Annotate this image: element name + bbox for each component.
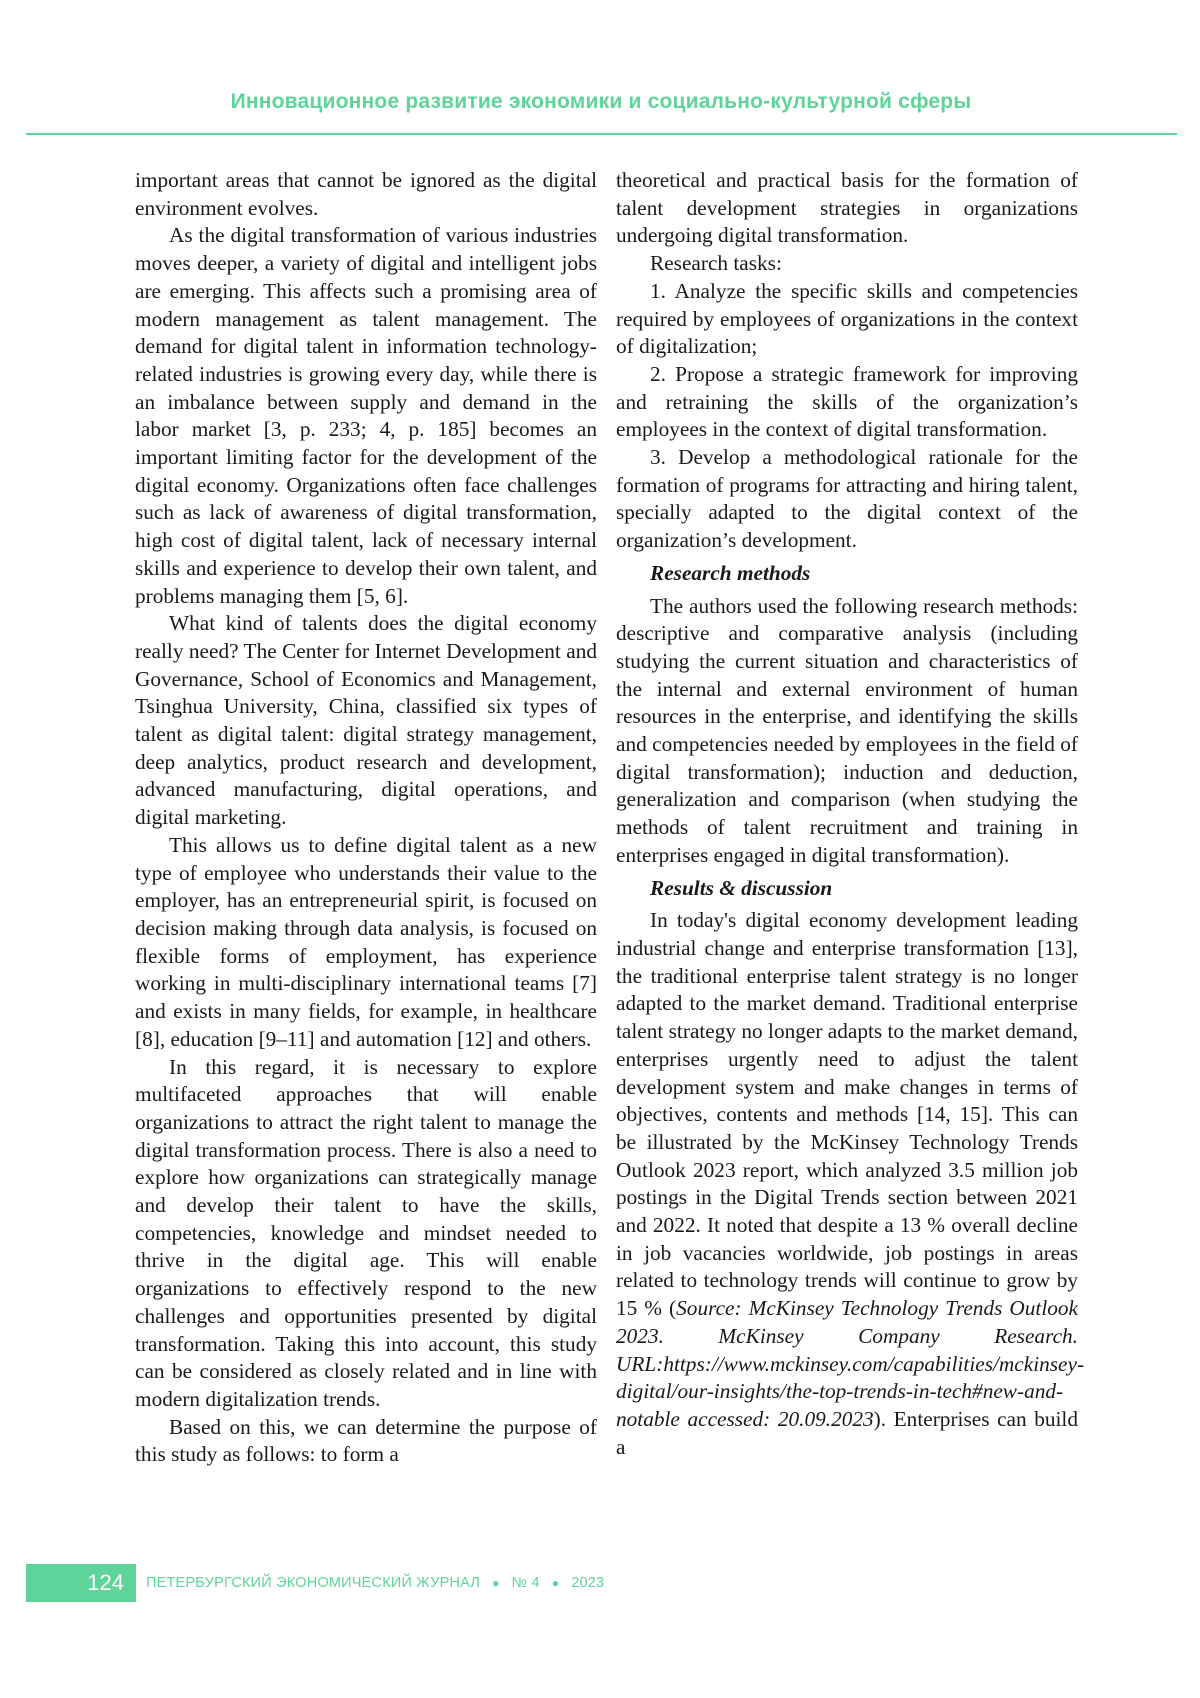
paragraph: theoretical and practical basis for the formation of talent development strategies in organizations undergoing digital transformation. [616, 168, 1078, 248]
section-heading-methods: Research methods [650, 560, 811, 585]
running-head: Инновационное развитие экономики и социально-культурной сферы [230, 90, 972, 113]
paragraph: What kind of talents does the digital economy really need? The Center for Internet Development and Governance, School of Economics and Management, Tsinghua University, China, classified six types of talent as digital talent: digital strategy management, deep analytics, product research and development, advanced manufacturing, digital operations, and digital marketing. [135, 611, 597, 830]
left-column [135, 167, 597, 1469]
issue-number: № 4 [511, 1575, 540, 1591]
paragraph [616, 907, 1085, 1461]
paragraph-text: In today's digital economy development leading industrial change and enterprise transformation [13], the traditional enterprise talent strategy is no longer adapted to the market demand. Traditional enterprise talent strategy no longer adapts to the market demand, enterprises urgently need to adjust the talent development system and make changes in terms of objectives, contents and methods [14, 15]. This can be illustrated by the McKinsey Technology Trends Outlook 2023 report, which analyzed 3.5 million job postings in the Digital Trends section between 2021 and 2022. It noted that despite a 13 % overall decline in job vacancies worldwide, job postings in areas related to technology trends will continue to grow by 15 % ( [616, 908, 1078, 1321]
page-number: 124 [26, 1564, 136, 1602]
paragraph-text: ). Enterprises can build a [616, 1406, 1078, 1459]
paragraph: important areas that cannot be ignored as the digital environment evolves. [135, 168, 597, 220]
paragraph: Based on this, we can determine the purpose of this study as follows: to form a [135, 1414, 597, 1467]
paragraph: The authors used the following research methods: descriptive and comparative analysis (including studying the current situation and characteristics of the internal and external environment of human resources in the enterprise, and identifying the skills and competencies needed by employees in the field of digital transformation); induction and deduction, generalization and comparison (when studying the methods of talent recruitment and training in enterprises engaged in digital transformation). [616, 593, 1078, 867]
section-heading-results: Results & discussion [650, 875, 833, 900]
paragraph: 3. Develop a methodological rationale for the formation of programs for attracting and hiring talent, specially adapted to the digital context of the organization’s development. [616, 445, 1078, 553]
paragraph: Research tasks: [650, 251, 782, 276]
journal-footer [146, 1564, 604, 1602]
right-column [616, 167, 1085, 1461]
paragraph: This allows us to define digital talent as a new type of employee who understands their value to the employer, has an entrepreneurial spirit, is focused on decision making through data analysis, is focused on flexible forms of employment, has experience working in multi-disciplinary international teams [7] and exists in many fields, for example, in healthcare [8], education [9–11] and automation [12] and others. [135, 832, 597, 1051]
journal-name: ПЕТЕРБУРГСКИЙ ЭКОНОМИЧЕСКИЙ ЖУРНАЛ [146, 1575, 481, 1591]
paragraph: As the digital transformation of various industries moves deeper, a variety of digital and intelligent jobs are emerging. This affects such a promising area of modern management as talent management. The demand for digital talent in information technology-related industries is growing every day, while there is an imbalance between supply and demand in the labor market [3, p. 233; 4, p. 185] becomes an important limiting factor for the development of the digital economy. Organizations often face challenges such as lack of awareness of digital transformation, high cost of digital talent, lack of necessary internal skills and experience to develop their own talent, and problems managing them [5, 6]. [135, 223, 597, 608]
source-citation: Source: McKinsey Technology Trends Outlook 2023. McKinsey Company Research. URL:https://www.mckinsey.com/capabilities/mckinsey-digital/our-insights/the-top-trends-in-tech#new-and-notable accessed: 20.09.2023 [616, 1296, 1085, 1431]
paragraph: 2. Propose a strategic framework for improving and retraining the skills of the organization’s employees in the context of digital transformation. [616, 361, 1078, 442]
paragraph: 1. Analyze the specific skills and competencies required by employees of organizations in the context of digitalization; [616, 278, 1078, 359]
paragraph: In this regard, it is necessary to explore multifaceted approaches that will enable organizations to attract the right talent to manage the digital transformation process. There is also a need to explore how organizations can strategically manage and develop their talent to have the skills, competencies, knowledge and mindset needed to thrive in the digital age. This will enable organizations to effectively respond to the new challenges and opportunities presented by digital transformation. Taking this into account, this study can be considered as closely related and in line with modern digitalization trends. [135, 1054, 597, 1411]
header-rule [26, 133, 1177, 135]
bullet-icon: ● [492, 1576, 500, 1590]
issue-year: 2023 [571, 1575, 605, 1591]
bullet-icon: ● [551, 1576, 560, 1590]
